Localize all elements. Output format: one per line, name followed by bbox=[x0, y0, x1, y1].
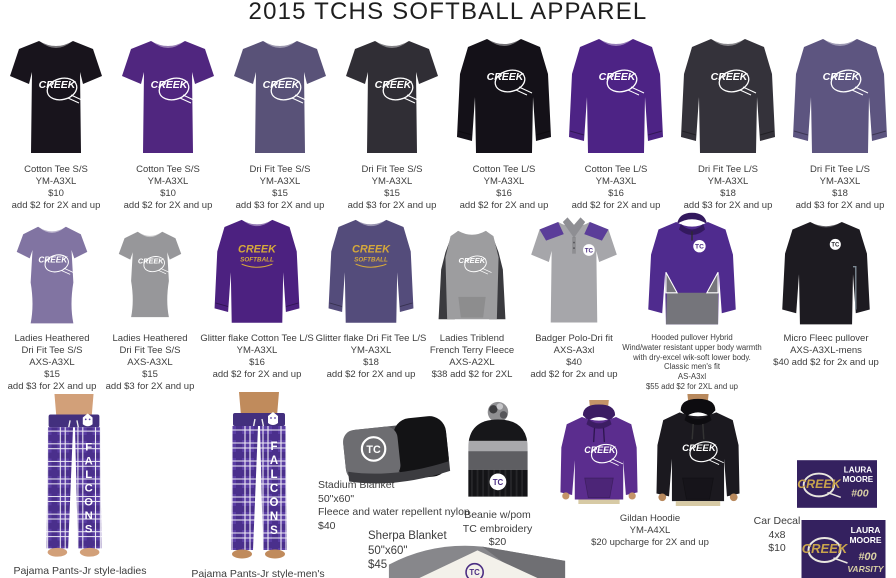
svg-text:L: L bbox=[270, 469, 278, 481]
svg-text:TC: TC bbox=[492, 478, 504, 488]
svg-text:CREEK: CREEK bbox=[822, 71, 860, 83]
product-image-ladies-triblend-fleece bbox=[424, 209, 520, 330]
product-image-gildan-hoodie-black bbox=[642, 394, 754, 506]
svg-text:CREEK: CREEK bbox=[374, 79, 412, 91]
product-caption: Dri Fit Tee L/S YM-A3XL $18 add $3 for 2X and up bbox=[795, 164, 885, 211]
product-card-ladies-triblend-fleece bbox=[424, 209, 520, 393]
svg-text:S: S bbox=[270, 525, 278, 537]
svg-text:CREEK: CREEK bbox=[352, 243, 390, 256]
svg-text:S: S bbox=[84, 523, 93, 536]
product-image-ladies-heathered-purple bbox=[0, 209, 104, 330]
product-caption-beanie: Beanie w/pom TC embroidery $20 bbox=[462, 509, 533, 548]
product-image-car-decal bbox=[797, 460, 877, 508]
product-caption: Dri Fit Tee S/S YM-A3XL $15 add $3 for 2X and up bbox=[347, 164, 437, 211]
product-caption: Cotton Tee L/S YM-A3XL $16 add $2 for 2X and up bbox=[571, 164, 661, 211]
svg-text:TC: TC bbox=[584, 247, 594, 255]
svg-text:MOORE: MOORE bbox=[849, 535, 882, 545]
product-card-dri-fit-tee-ls-slate bbox=[784, 27, 896, 212]
product-caption: Cotton Tee S/S YM-A3XL $10 add $2 for 2X and up bbox=[11, 164, 101, 211]
svg-text:#00: #00 bbox=[851, 488, 869, 500]
product-row-1 bbox=[0, 27, 896, 212]
product-card-cotton-tee-ss-purple bbox=[112, 27, 224, 212]
svg-text:#00: #00 bbox=[858, 551, 877, 563]
product-card-glitter-dri-fit-tee-ls bbox=[315, 209, 427, 393]
product-card-cotton-tee-ss-black bbox=[0, 27, 112, 212]
svg-text:CREEK: CREEK bbox=[797, 476, 841, 491]
product-image-beanie bbox=[450, 400, 545, 506]
product-image-ladies-heathered-gray bbox=[104, 209, 196, 330]
svg-text:CREEK: CREEK bbox=[262, 79, 300, 91]
product-image-micro-fleece-pullover bbox=[756, 209, 896, 330]
product-caption: Badger Polo-Dri fit AXS-A3xl $40 add $2 for 2x and up bbox=[530, 333, 618, 380]
svg-text:N: N bbox=[84, 510, 93, 523]
product-card-glitter-cotton-tee-ls bbox=[196, 209, 318, 393]
product-image-dri-fit-tee-ss-charcoal bbox=[336, 27, 448, 161]
product-caption: Ladies Triblend French Terry Fleece AXS-A2XL $38 add $2 for 2XL bbox=[429, 333, 515, 380]
product-image-glitter-cotton-tee-ls bbox=[196, 209, 318, 330]
svg-text:SOFTBALL: SOFTBALL bbox=[240, 256, 274, 264]
product-caption: Hooded pullover Hybrid Wind/water resistant upper body warmth with dry-excel wik-soft lower body. Classic men's fit AS-A3xl $55 add $2 for 2XL and up bbox=[622, 333, 762, 391]
product-caption: Glitter flake Cotton Tee L/S YM-A3XL $16 add $2 for 2X and up bbox=[200, 333, 314, 380]
product-card-micro-fleece-pullover bbox=[756, 209, 896, 393]
svg-text:TC: TC bbox=[695, 243, 704, 251]
svg-text:LAURA: LAURA bbox=[843, 465, 873, 475]
svg-text:SOFTBALL: SOFTBALL bbox=[354, 256, 388, 264]
product-card-hooded-pullover-hybrid bbox=[622, 209, 762, 393]
svg-text:CREEK: CREEK bbox=[486, 71, 524, 83]
page-title: 2015 TCHS SOFTBALL APPAREL bbox=[248, 0, 648, 25]
product-card-ladies-heathered-gray bbox=[104, 209, 196, 393]
svg-text:C: C bbox=[84, 482, 93, 495]
product-image-cotton-tee-ls-purple bbox=[560, 27, 672, 161]
product-card-cotton-tee-ls-black bbox=[448, 27, 560, 212]
svg-text:CREEK: CREEK bbox=[458, 256, 486, 266]
product-image-pajama-pants-mens bbox=[194, 392, 324, 564]
svg-text:MOORE: MOORE bbox=[842, 475, 874, 485]
product-caption-pajama-mens: Pajama Pants-Jr style-men's bbox=[191, 568, 325, 578]
product-card-badger-polo bbox=[520, 209, 628, 393]
product-card-cotton-tee-ls-purple bbox=[560, 27, 672, 212]
svg-text:C: C bbox=[269, 483, 279, 495]
svg-text:CREEK: CREEK bbox=[801, 541, 848, 556]
product-card-dri-fit-tee-ls-charcoal bbox=[672, 27, 784, 212]
svg-text:CREEK: CREEK bbox=[38, 79, 76, 91]
svg-text:CREEK: CREEK bbox=[150, 79, 188, 91]
svg-text:O: O bbox=[84, 496, 94, 509]
svg-text:N: N bbox=[269, 511, 279, 523]
product-caption-stadium-blanket: Stadium Blanket 50"x60" Fleece and water repellent nylon $40 bbox=[318, 479, 470, 532]
svg-text:A: A bbox=[269, 455, 279, 467]
svg-text:CREEK: CREEK bbox=[682, 442, 716, 454]
product-image-cotton-tee-ss-black bbox=[0, 27, 112, 161]
product-card-dri-fit-tee-ss-charcoal bbox=[336, 27, 448, 212]
product-caption: Dri Fit Tee L/S YM-A3XL $18 add $3 for 2X and up bbox=[683, 164, 773, 211]
product-image-cotton-tee-ls-black bbox=[448, 27, 560, 161]
svg-text:CREEK: CREEK bbox=[584, 444, 616, 455]
product-caption: Dri Fit Tee S/S YM-A3XL $15 add $3 for 2X and up bbox=[235, 164, 325, 211]
product-card-dri-fit-tee-ss-slate bbox=[224, 27, 336, 212]
product-caption-pajama-ladies: Pajama Pants-Jr style-ladies bbox=[13, 565, 147, 577]
svg-text:VARSITY: VARSITY bbox=[847, 564, 884, 574]
product-image-dri-fit-tee-ls-slate bbox=[784, 27, 896, 161]
product-image-sherpa-blanket bbox=[388, 538, 566, 578]
product-image-car-decal-varsity bbox=[799, 520, 888, 578]
product-image-hooded-pullover-hybrid bbox=[628, 209, 756, 330]
svg-text:CREEK: CREEK bbox=[238, 243, 276, 256]
product-caption-gildan-hoodie: Gildan Hoodie YM-A4XL $20 upcharge for 2X and up bbox=[591, 513, 709, 548]
product-caption: Micro Fleec pullover AXS-A3XL-mens $40 add $2 for 2x and up bbox=[773, 333, 879, 368]
product-caption: Cotton Tee S/S YM-A3XL $10 add $2 for 2X and up bbox=[123, 164, 213, 211]
product-image-glitter-dri-fit-tee-ls bbox=[318, 209, 424, 330]
product-caption-car-decal: Car Decal 4x8 $10 bbox=[753, 515, 801, 554]
svg-text:F: F bbox=[270, 441, 278, 453]
svg-text:CREEK: CREEK bbox=[598, 71, 636, 83]
product-image-pajama-pants-ladies bbox=[10, 394, 138, 562]
product-image-gildan-hoodie-purple bbox=[548, 400, 650, 504]
svg-text:CREEK: CREEK bbox=[137, 256, 164, 266]
product-caption: Ladies Heathered Dri Fit Tee S/S AXS-A3XL $15 add $3 for 2X and up bbox=[105, 333, 195, 392]
svg-text:TC: TC bbox=[469, 568, 480, 578]
svg-text:TC: TC bbox=[366, 443, 381, 456]
svg-text:A: A bbox=[84, 455, 93, 468]
product-caption: Ladies Heathered Dri Fit Tee S/S AXS-A3XL $15 add $3 for 2X and up bbox=[7, 333, 97, 392]
product-image-badger-polo bbox=[520, 209, 628, 330]
svg-text:LAURA: LAURA bbox=[850, 525, 881, 535]
svg-text:CREEK: CREEK bbox=[38, 255, 68, 265]
product-caption: Cotton Tee L/S YM-A3XL $16 add $2 for 2X and up bbox=[459, 164, 549, 211]
svg-text:O: O bbox=[269, 497, 279, 509]
product-card-ladies-heathered-purple bbox=[0, 209, 104, 393]
product-image-dri-fit-tee-ls-charcoal bbox=[672, 27, 784, 161]
svg-text:L: L bbox=[85, 469, 93, 481]
svg-text:F: F bbox=[85, 441, 93, 454]
product-caption-sherpa-blanket: Sherpa Blanket 50"x60" $45 bbox=[368, 530, 447, 571]
product-image-cotton-tee-ss-purple bbox=[112, 27, 224, 161]
svg-text:TC: TC bbox=[831, 242, 840, 249]
product-caption: Glitter flake Dri Fit Tee L/S YM-A3XL $18 add $2 for 2X and up bbox=[315, 333, 427, 380]
product-image-dri-fit-tee-ss-slate bbox=[224, 27, 336, 161]
product-image-stadium-blanket bbox=[338, 406, 456, 488]
product-row-2 bbox=[0, 209, 896, 393]
product-row-3 bbox=[0, 392, 896, 578]
svg-text:CREEK: CREEK bbox=[710, 71, 748, 83]
